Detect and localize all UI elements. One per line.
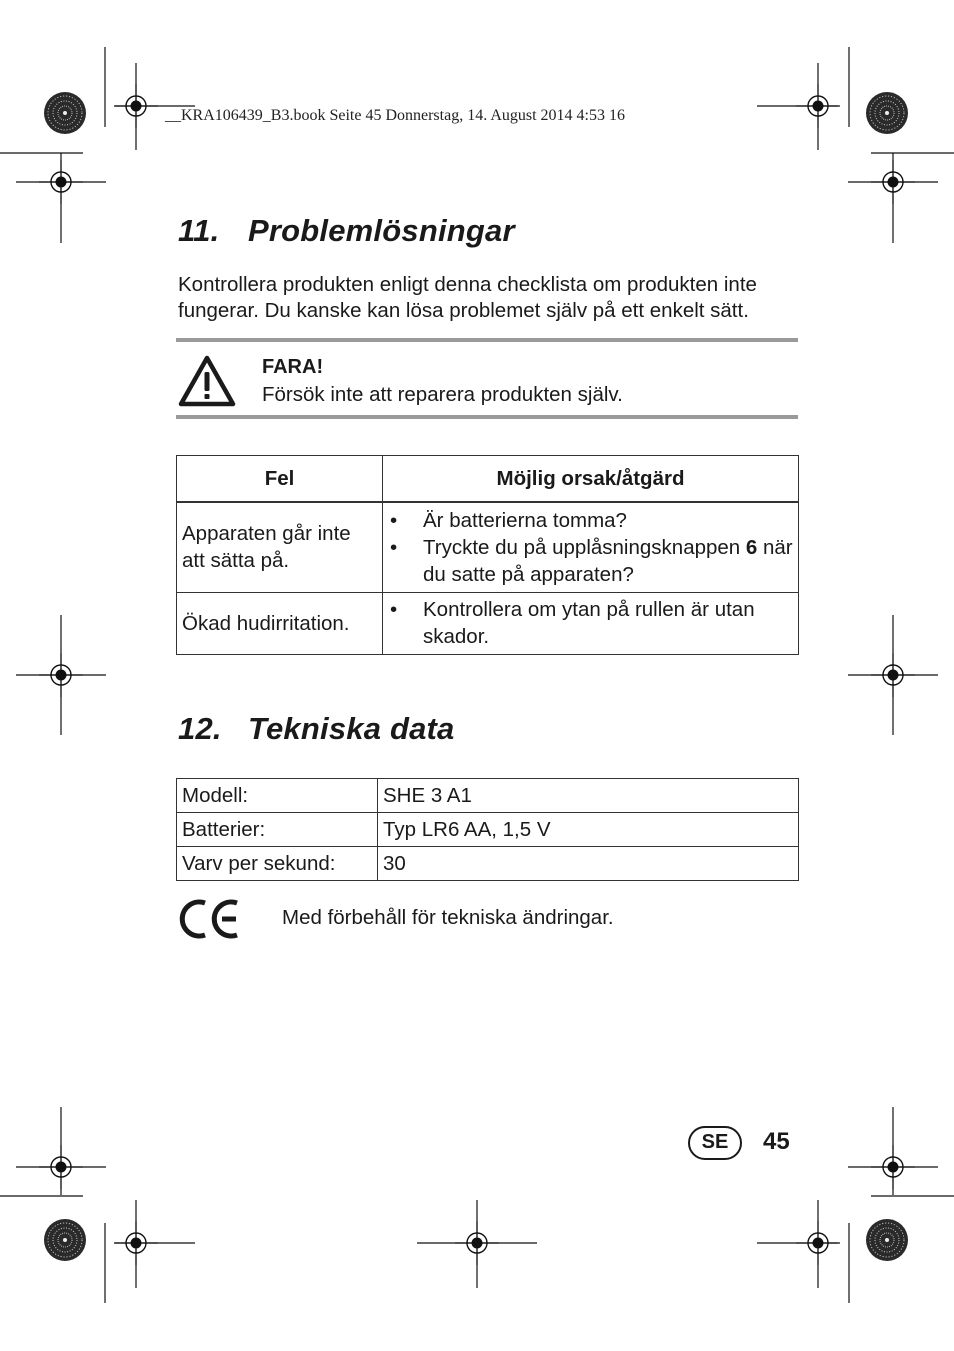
warning-heading: FARA! (262, 356, 324, 378)
cause-list (388, 507, 793, 588)
intro-paragraph (178, 272, 803, 324)
spec-key: Batterier: (177, 813, 378, 847)
cause-text: Är batterierna tomma? (423, 508, 627, 532)
ce-mark-icon (179, 897, 241, 941)
spec-key: Varv per sekund: (177, 847, 378, 881)
intro-line: Kontrollera produkten enligt denna checklista om produkten inte (178, 273, 757, 296)
cause-text-continued: när du satte på apparaten? (423, 535, 793, 586)
table-row (177, 502, 799, 592)
warning-divider-bottom (176, 415, 798, 419)
fault-cell: Apparaten går inte att sätta på. (177, 502, 383, 592)
table-row (177, 779, 799, 813)
bullet: • (390, 598, 398, 621)
table-row (177, 592, 799, 654)
cause-list (388, 596, 793, 650)
warning-triangle-icon (178, 355, 236, 407)
section-title-technical-data (178, 711, 455, 747)
cause-text: Kontrollera om ytan på rullen är utan skador. (423, 598, 755, 648)
fault-cell: Ökad hudirritation. (177, 592, 383, 654)
column-header-cause: Möjlig orsak/åtgärd (383, 456, 799, 503)
page-number: 45 (763, 1128, 790, 1155)
section-number: 12. (178, 711, 222, 746)
section-title-text: Problemlösningar (248, 213, 515, 248)
table-row (177, 847, 799, 881)
list-item (388, 534, 793, 588)
print-file-info: __KRA106439_B3.book Seite 45 Donnerstag, 14. August 2014 4:53 16 (165, 107, 625, 124)
part-reference-number: 6 (745, 535, 758, 559)
spec-value: 30 (378, 847, 799, 881)
intro-line: fungerar. Du kanske kan lösa problemet själv på ett enkelt sätt. (178, 299, 749, 322)
technical-changes-note: Med förbehåll för tekniska ändringar. (282, 906, 614, 929)
cause-cell (383, 592, 799, 654)
list-item (388, 596, 793, 650)
bullet: • (390, 508, 398, 532)
language-badge: SE (688, 1126, 742, 1160)
table-row (177, 813, 799, 847)
technical-data-table (176, 778, 799, 881)
column-header-fault: Fel (177, 456, 383, 503)
warning-divider-top (176, 338, 798, 342)
cause-text: Tryckte du på upplåsningsknappen (423, 535, 746, 559)
list-item (388, 507, 793, 534)
warning-text: Försök inte att reparera produkten själv. (262, 383, 623, 406)
section-title-troubleshooting (178, 213, 515, 249)
table-header-row (177, 456, 799, 503)
troubleshooting-table (176, 455, 799, 655)
section-number: 11. (178, 213, 220, 248)
spec-value: SHE 3 A1 (378, 779, 799, 813)
spec-value: Typ LR6 AA, 1,5 V (378, 813, 799, 847)
section-title-text: Tekniska data (248, 711, 455, 746)
bullet: • (390, 535, 398, 559)
spec-key: Modell: (177, 779, 378, 813)
cause-cell (383, 502, 799, 592)
